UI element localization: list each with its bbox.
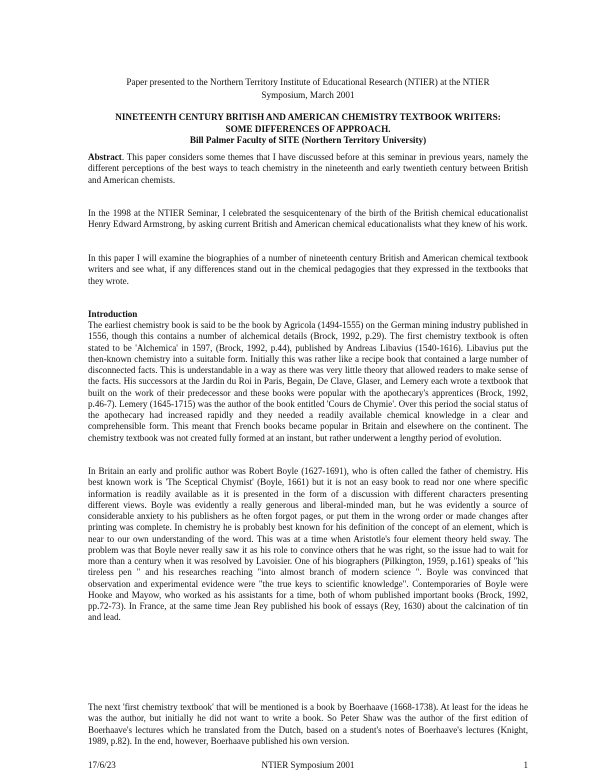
abstract-label: Abstract: [88, 152, 122, 162]
paragraph-boerhaave: The next 'first chemistry textbook' that will be mentioned is a book by Boerhaave (1668-1738). At least for the ideas he was the author, but initially he did not want to write a book. So Peter Shaw was the author of the first edition of Boerhaave's lectures which he translated from the Dutch, based on a student's notes of Boerhaave's lectures (Knight, 1989, p.82). In the end, however, Boerhaave published his own version.: [88, 702, 528, 746]
page-number: 1: [523, 760, 528, 770]
paper-title: [88, 112, 528, 147]
presentation-note-line-2: Symposium, March 2001: [261, 89, 355, 100]
author-line: Bill Palmer Faculty of SITE (Northern Territory University): [189, 135, 427, 145]
section-heading-introduction: Introduction: [88, 309, 138, 319]
paper-title-line-2: SOME DIFFERENCES OF APPROACH.: [225, 123, 391, 134]
paper-title-line-1: NINETEENTH CENTURY BRITISH AND AMERICAN CHEMISTRY TEXTBOOK WRITERS:: [115, 112, 501, 122]
paragraph-scope: In this paper I will examine the biographies of a number of nineteenth century British and American chemical textbook writers and see what, if any differences stand out in the chemical pedagogies that they expressed in the textbooks that they wrote.: [88, 253, 528, 286]
footer-date: 17/6/23: [88, 760, 116, 770]
presentation-note: [88, 76, 528, 101]
paragraph-seminar: In the 1998 at the NTIER Seminar, I celebrated the sesquicentenary of the birth of the British chemical educationalist Henry Edward Armstrong, by asking current British and American chemical educationalists what they knew of his work.: [88, 208, 528, 230]
paragraph-introduction: The earliest chemistry book is said to be the book by Agricola (1494-1555) on the German mining industry published in 1556, though this contains a number of alchemical details (Brock, 1992, p.29). The first chemistry textbook is often stated to be 'Alchemica' in 1597, (Brock, 1992, p.44), published by Andreas Libavius (1540-1616). Libavius put the then-known chemistry into a suitable form. Initially this was rather like a recipe book that contained a large number of disconnected facts. This is understandable in a way as there was very little theory that allowed readers to make sense of the facts. His successors at the Jardin du Roi in Paris, Begain, De Clave, Glaser, and Lemery each wrote a textbook that built on the work of their predecessor and these books were popular with the apothecary's apprentices (Brock, 1992, p.46-7). Lemery (1645-1715) was the author of the book entitled 'Cours de Chymie'. Over this period the social status of the apothecary had increased rapidly and they needed a readily available chemical knowledge in a clear and comprehensible form. This meant that French books became popular in Britain and elsewhere on the continent. The chemistry textbook was not created fully formed at an instant, but rather underwent a lengthy period of evolution.: [88, 320, 528, 443]
paragraph-boyle: In Britain an early and prolific author was Robert Boyle (1627-1691), who is often called the father of chemistry. His best known work is 'The Sceptical Chymist' (Boyle, 1661) but it is not an easy book to read nor one where specific information is readily available as it is presented in the form of a discussion with different characters presenting different views. Boyle was evidently a really generous and liberal-minded man, but he was evidently a source of considerable anxiety to his publishers as he often forgot pages, or put them in the wrong order or made changes after printing was complete. In chemistry he is probably best known for his definition of the concept of an element, which is near to our own understanding of the word. This was at a time when Aristotle's four element theory held sway. The problem was that Boyle never really saw it as his role to convince others that he was right, so the issue had to wait for more than a century when it was resolved by Lavoisier. One of his biographers (Pilkington, 1959, p.161) speaks of "his tireless pen " and his researches reaching "into almost branch of modern science ". Boyle was convinced that observation and experimental evidence were "the true keys to scientific knowledge". Contemporaries of Boyle were Hooke and Mayow, who worked as his assistants for a time, both of whom published important books (Brock, 1992, pp.72-73). In France, at the same time Jean Rey published his book of essays (Rey, 1630) about the calcination of tin and lead.: [88, 466, 528, 623]
abstract-text: . This paper considers some themes that I have discussed before at this seminar in previous years, namely the different perceptions of the best ways to teach chemistry in the nineteenth and early twentieth century between British and American chemists.: [88, 152, 528, 185]
presentation-note-line-1: Paper presented to the Northern Territory Institute of Educational Research (NTIER) at the NTIER: [126, 77, 490, 87]
footer-symposium: NTIER Symposium 2001: [261, 760, 355, 770]
document-page: [88, 0, 528, 776]
abstract-paragraph: [88, 152, 528, 186]
